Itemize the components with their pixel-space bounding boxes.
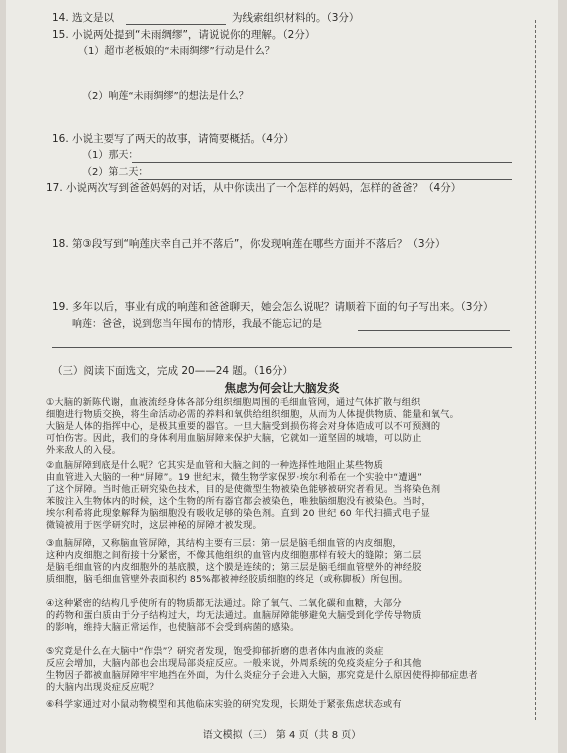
article-line: ①大脑的新陈代谢，血液流经身体各部分组织细胞周围的毛细血管网，通过气体扩散与组织 [46, 397, 421, 408]
answer-line-19-2[interactable] [52, 347, 512, 348]
article-line: 是脑毛细血管的内皮细胞外的基底膜，这个膜是连续的；第三层是脑毛细血管壁外的神经胶 [46, 562, 422, 573]
article-line: 质细胞，脑毛细血管壁外表面积约 85%都被神经胶质细胞的终足（或称脚板）所包围。 [46, 574, 409, 585]
question-15-stem: 15. 小说两处提到“未雨绸缪”，请说说你的理解。（2分） [52, 29, 316, 41]
question-16-part-1: （1）那天： [82, 150, 139, 161]
article-title: 焦虑为何会让大脑发炎 [224, 381, 340, 395]
article-line: ⑥科学家通过对小鼠动物模型和其他临床实验的研究发现，长期处于紧张焦虑状态或有 [46, 699, 402, 710]
article-line: ③血脑屏障，又称脑血管屏障，其结构主要有三层：第一层是脑毛细血管的内皮细胞， [46, 538, 402, 549]
article-line: 的影响，维持大脑正常运作，也使脑部不会受到病菌的感染。 [46, 622, 300, 633]
question-16-part-2: （2）第二天： [82, 167, 149, 178]
question-15-part-2: （2）响莲“未雨绸缪”的想法是什么？ [82, 91, 249, 102]
article-line: 的药物和蛋白质由于分子结构过大，均无法通过。血脑屏障能够避免大脑受到化学传导物质 [46, 610, 422, 621]
article-line: ②血脑屏障到底是什么呢？它其实是血管和大脑之间的一种选择性地阻止某些物质 [46, 460, 383, 471]
answer-line-19-1[interactable] [358, 330, 510, 331]
article-line: 埃尔利希将此现象解释为脑细胞没有吸收足够的染色剂。直到 20 世纪 60 年代扫描式电子显 [46, 508, 430, 519]
article-line: 大脑是人体的指挥中心，是极其重要的器官。一旦大脑受到损伤将会对身体造成可以不可预测的 [46, 421, 441, 432]
question-14-prefix: 14. 选文是以 [52, 12, 115, 24]
question-19-line: 响莲：爸爸，说到您当年囤布的情形，我最不能忘记的是 [72, 319, 322, 330]
page-footer: 语文模拟（三） 第 4 页（共 8 页） [202, 730, 362, 741]
article-line: 微镜被用于医学研究时，这层神秘的屏障才被发现。 [46, 520, 262, 531]
article-line: 的大脑内出现炎症反应呢？ [46, 682, 159, 693]
question-14-suffix: 为线索组织材料的。（3分） [232, 12, 360, 24]
answer-blank-14[interactable] [126, 24, 226, 25]
article-line: 可怕伤害。因此，我们的身体利用血脑屏障来保护大脑，它就如一道坚固的城墙，可以防止 [46, 433, 422, 444]
article-line: ④这种紧密的结构几乎使所有的物质都无法通过。除了氧气、二氧化碳和血糖，大部分 [46, 598, 402, 609]
answer-line-16-1[interactable] [132, 162, 512, 163]
question-16-stem: 16. 小说主要写了两天的故事，请简要概括。（4分） [52, 133, 294, 145]
article-line: 了这个屏障。当时他正研究染色技术，目的是使微型生物被染色能够被研究者看见。当将染色剂 [46, 484, 441, 495]
exam-page [6, 0, 558, 753]
article-line: 外来敌人的入侵。 [46, 445, 122, 456]
section-3-heading: （三）阅读下面选文，完成 20——24 题。（16分） [52, 365, 294, 377]
article-line: 这种内皮细胞之间衔接十分紧密，不像其他组织的血管内皮细胞那样有较大的缝隙；第二层 [46, 550, 422, 561]
question-15-part-1: （1）超市老板娘的“未雨绸缪”行动是什么？ [78, 46, 275, 57]
question-18-stem: 18. 第③段写到“响莲庆幸自己并不落后”，你发现响莲在哪些方面并不落后？（3分） [52, 238, 446, 250]
binding-dashed-line [535, 20, 536, 720]
answer-line-16-2[interactable] [138, 179, 512, 180]
article-line: 由血管进入大脑的一种“屏障”。19 世纪末，微生物学家保罗·埃尔利希在一个实验中“遭遇” [46, 472, 423, 483]
article-line: 苯胺注入生物体内的时候，这个生物的所有器官都会被染色，唯独脑细胞没有被染色。当时， [46, 496, 431, 507]
article-line: ⑤究竟是什么在大脑中“作祟”？研究者发现，饱受抑郁折磨的患者体内血液的炎症 [46, 646, 384, 657]
question-17-stem: 17. 小说两次写到爸爸妈妈的对话，从中你读出了一个怎样的妈妈，怎样的爸爸？（4分） [46, 182, 462, 194]
article-line: 反应会增加，大脑内部也会出现局部炎症反应。一般来说，外周系统的免疫炎症分子和其他 [46, 658, 422, 669]
article-line: 生物因子都被血脑屏障牢牢地挡在外面，为什么炎症分子会进入大脑，那究竟是什么原因使得抑郁症患者 [46, 670, 478, 681]
question-19-stem: 19. 多年以后，事业有成的响莲和爸爸聊天，她会怎么说呢？请顺着下面的句子写出来。（3分） [52, 301, 494, 313]
article-line: 细胞进行物质交换，将生命活动必需的养料和氧供给组织细胞，从而为人体提供物质、能量和氧气。 [46, 409, 460, 420]
